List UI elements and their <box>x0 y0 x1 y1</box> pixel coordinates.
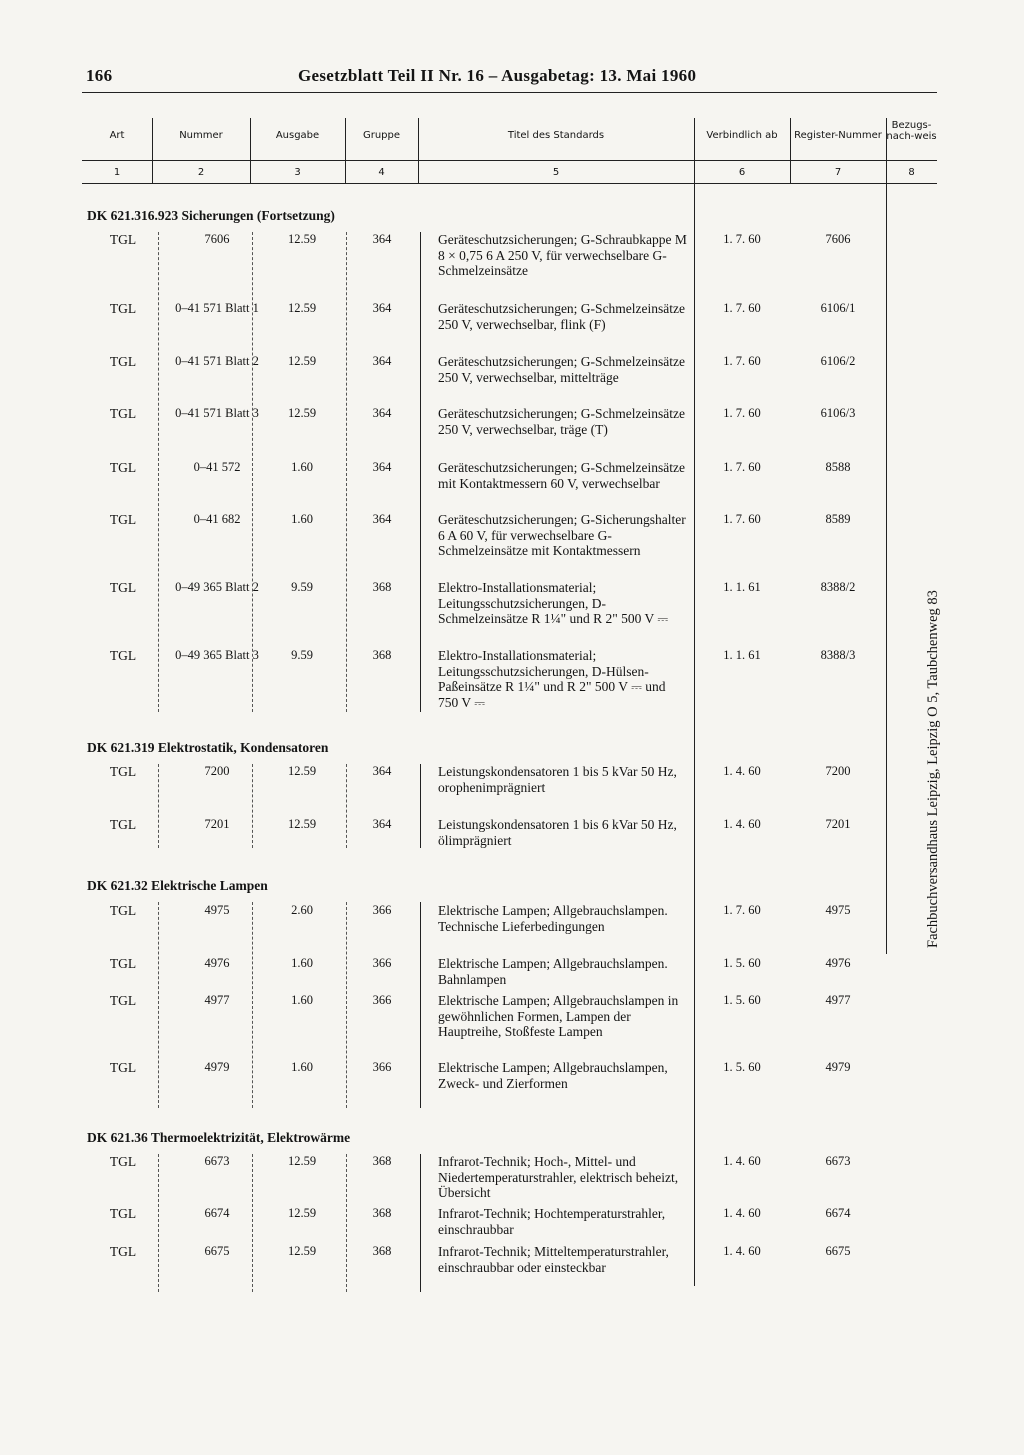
cell-nummer: 0–49 365 Blatt 3 <box>175 648 259 662</box>
column-header-3: Ausgabe <box>275 130 320 141</box>
cell-art: TGL <box>109 764 137 779</box>
cell-titel: Elektrische Lampen; Allgebrauchslampen. Technische Lieferbedingungen <box>438 903 668 934</box>
column-divider <box>886 118 887 184</box>
column-header-5: Titel des Standards <box>507 130 605 141</box>
cell-titel: Geräteschutzsicherungen; G-Schraubkappe M 8 × 0,75 6 A 250 V, für verwechselbare G-Schmelzeinsätze <box>438 232 687 278</box>
cell-nummer: 6675 <box>204 1244 230 1258</box>
cell-titel: Elektro-Installationsmaterial; Leitungsschutzsicherungen, D-Hülsen-Paßeinsätze R 1¼" und R 2" 500 V ⎓ und 750 V ⎓ <box>438 648 666 710</box>
publisher-note: Fachbuchversandhaus Leipzig, Leipzig O 5, Taubchenweg 83 <box>925 590 941 948</box>
cell-gruppe: 366 <box>372 903 392 917</box>
cell-verbindlich-ab: 1. 7. 60 <box>723 406 761 420</box>
cell-nummer: 4975 <box>204 903 230 917</box>
cell-register-nummer: 4975 <box>825 903 851 917</box>
column-head-rule <box>82 160 937 161</box>
column-divider <box>420 902 421 1108</box>
column-divider <box>420 764 421 848</box>
column-number-5: 5 <box>552 167 560 178</box>
cell-verbindlich-ab: 1. 7. 60 <box>723 301 761 315</box>
cell-art: TGL <box>109 512 137 527</box>
cell-ausgabe: 12.59 <box>287 1206 317 1220</box>
cell-titel: Elektro-Installationsmaterial; Leitungsschutzsicherungen, D-Schmelzeinsätze R 1¼" und R 2" 500 V ⎓ <box>438 580 669 626</box>
cell-titel: Geräteschutzsicherungen; G-Schmelzeinsätze mit Kontaktmessern 60 V, verwechselbar <box>438 460 686 491</box>
column-divider <box>886 184 887 954</box>
cell-verbindlich-ab: 1. 7. 60 <box>723 512 761 526</box>
cell-verbindlich-ab: 1. 5. 60 <box>723 1060 761 1074</box>
cell-art: TGL <box>109 1244 137 1259</box>
cell-ausgabe: 1.60 <box>291 1060 313 1074</box>
cell-nummer: 6674 <box>204 1206 230 1220</box>
cell-art: TGL <box>109 1060 137 1075</box>
cell-verbindlich-ab: 1. 4. 60 <box>723 817 761 831</box>
cell-gruppe: 364 <box>372 817 392 831</box>
cell-nummer: 4979 <box>204 1060 230 1074</box>
cell-ausgabe: 9.59 <box>291 648 313 662</box>
column-number-8: 8 <box>908 167 915 178</box>
cell-gruppe: 364 <box>372 406 392 420</box>
cell-gruppe: 368 <box>372 1244 392 1258</box>
cell-gruppe: 364 <box>372 460 392 474</box>
column-number-rule <box>82 183 937 184</box>
cell-titel: Geräteschutzsicherungen; G-Schmelzeinsätze 250 V, verwechselbar, mittelträge <box>438 354 686 385</box>
column-divider <box>152 118 153 184</box>
cell-register-nummer: 7201 <box>825 817 851 831</box>
cell-art: TGL <box>109 1154 137 1169</box>
cell-gruppe: 364 <box>372 354 392 368</box>
column-divider <box>790 118 791 184</box>
cell-register-nummer: 6106/2 <box>820 354 856 368</box>
cell-register-nummer: 8388/2 <box>820 580 856 594</box>
cell-verbindlich-ab: 1. 4. 60 <box>723 764 761 778</box>
cell-gruppe: 364 <box>372 512 392 526</box>
cell-verbindlich-ab: 1. 4. 60 <box>723 1154 761 1168</box>
cell-register-nummer: 6674 <box>825 1206 851 1220</box>
column-header-1: Art <box>109 130 125 141</box>
cell-verbindlich-ab: 1. 5. 60 <box>723 956 761 970</box>
cell-verbindlich-ab: 1. 1. 61 <box>723 648 761 662</box>
cell-register-nummer: 7200 <box>825 764 851 778</box>
section-heading: DK 621.316.923 Sicherungen (Fortsetzung) <box>87 208 335 223</box>
cell-nummer: 0–41 572 <box>193 460 241 474</box>
column-number-4: 4 <box>378 167 385 178</box>
cell-ausgabe: 2.60 <box>291 903 313 917</box>
column-number-7: 7 <box>834 167 842 178</box>
cell-gruppe: 366 <box>372 1060 392 1074</box>
column-divider <box>694 118 695 184</box>
column-divider <box>420 232 421 712</box>
page-number: 166 <box>86 66 113 85</box>
cell-verbindlich-ab: 1. 7. 60 <box>723 232 761 246</box>
page-title: Gesetzblatt Teil II Nr. 16 – Ausgabetag: 13. Mai 1960 <box>298 66 697 85</box>
cell-art: TGL <box>109 903 137 918</box>
header-rule <box>82 92 937 93</box>
cell-titel: Leistungskondensatoren 1 bis 5 kVar 50 Hz, orophenimprägniert <box>438 764 677 795</box>
column-number-3: 3 <box>294 167 301 178</box>
cell-titel: Infrarot-Technik; Hochtemperaturstrahler, einschraubbar <box>438 1206 666 1237</box>
cell-art: TGL <box>109 406 137 421</box>
cell-nummer: 7201 <box>204 817 230 831</box>
cell-ausgabe: 12.59 <box>287 301 317 315</box>
cell-ausgabe: 1.60 <box>291 956 313 970</box>
cell-register-nummer: 4977 <box>825 993 851 1007</box>
cell-art: TGL <box>109 956 137 971</box>
cell-gruppe: 368 <box>372 648 392 662</box>
cell-ausgabe: 12.59 <box>287 1244 317 1258</box>
cell-art: TGL <box>109 301 137 316</box>
cell-titel: Infrarot-Technik; Mitteltemperaturstrahler, einschraubbar oder einsteckbar <box>438 1244 669 1275</box>
column-divider <box>694 184 695 1286</box>
cell-register-nummer: 6675 <box>825 1244 851 1258</box>
cell-verbindlich-ab: 1. 5. 60 <box>723 993 761 1007</box>
cell-titel: Geräteschutzsicherungen; G-Sicherungshalter 6 A 60 V, für verwechselbare G-Schmelzeinsätze mit Kontaktmessern <box>438 512 686 558</box>
section-heading: DK 621.319 Elektrostatik, Kondensatoren <box>87 740 329 755</box>
cell-ausgabe: 12.59 <box>287 1154 317 1168</box>
cell-titel: Infrarot-Technik; Hoch-, Mittel- und Niedertemperaturstrahler, elektrisch beheizt, Übersicht <box>438 1154 679 1200</box>
cell-art: TGL <box>109 460 137 475</box>
cell-register-nummer: 6673 <box>825 1154 851 1168</box>
column-divider <box>252 1154 253 1292</box>
cell-nummer: 6673 <box>204 1154 230 1168</box>
column-divider <box>346 232 347 712</box>
cell-titel: Leistungskondensatoren 1 bis 6 kVar 50 Hz, ölimprägniert <box>438 817 677 848</box>
column-divider <box>158 1154 159 1292</box>
cell-nummer: 4976 <box>204 956 230 970</box>
cell-nummer: 0–41 571 Blatt 2 <box>175 354 259 368</box>
cell-verbindlich-ab: 1. 4. 60 <box>723 1244 761 1258</box>
cell-gruppe: 368 <box>372 1154 392 1168</box>
cell-art: TGL <box>109 232 137 247</box>
cell-gruppe: 364 <box>372 764 392 778</box>
column-number-1: 1 <box>113 167 121 178</box>
column-divider <box>158 902 159 1108</box>
cell-nummer: 0–41 682 <box>193 512 241 526</box>
cell-verbindlich-ab: 1. 4. 60 <box>723 1206 761 1220</box>
cell-gruppe: 364 <box>372 301 392 315</box>
cell-gruppe: 368 <box>372 580 392 594</box>
column-divider <box>345 118 346 184</box>
column-header-7: Register-​Nummer <box>794 130 882 141</box>
cell-titel: Elektrische Lampen; Allgebrauchslampen, Zweck- und Zierformen <box>438 1060 668 1091</box>
cell-nummer: 7606 <box>204 232 230 246</box>
column-header-8: Bezugs-​nach-​weis <box>886 120 937 142</box>
column-divider <box>158 232 159 712</box>
column-number-2: 2 <box>197 167 205 178</box>
column-divider <box>158 764 159 848</box>
cell-register-nummer: 8589 <box>825 512 851 526</box>
column-divider <box>420 1154 421 1292</box>
cell-art: TGL <box>109 1206 137 1221</box>
cell-ausgabe: 12.59 <box>287 764 317 778</box>
cell-nummer: 0–41 571 Blatt 1 <box>175 301 259 315</box>
cell-nummer: 0–41 571 Blatt 3 <box>175 406 259 420</box>
cell-gruppe: 368 <box>372 1206 392 1220</box>
cell-art: TGL <box>109 993 137 1008</box>
cell-art: TGL <box>109 580 137 595</box>
cell-ausgabe: 12.59 <box>287 232 317 246</box>
cell-nummer: 0–49 365 Blatt 2 <box>175 580 259 594</box>
cell-gruppe: 366 <box>372 956 392 970</box>
column-number-6: 6 <box>738 167 746 178</box>
cell-nummer: 4977 <box>204 993 230 1007</box>
cell-verbindlich-ab: 1. 1. 61 <box>723 580 761 594</box>
cell-register-nummer: 4976 <box>825 956 851 970</box>
column-divider <box>418 118 419 184</box>
column-header-6: Verbindlich ab <box>706 130 778 141</box>
cell-verbindlich-ab: 1. 7. 60 <box>723 460 761 474</box>
cell-verbindlich-ab: 1. 7. 60 <box>723 903 761 917</box>
cell-titel: Geräteschutzsicherungen; G-Schmelzeinsätze 250 V, verwechselbar, flink (F) <box>438 301 686 332</box>
cell-nummer: 7200 <box>204 764 230 778</box>
cell-gruppe: 364 <box>372 232 392 246</box>
cell-verbindlich-ab: 1. 7. 60 <box>723 354 761 368</box>
cell-titel: Elektrische Lampen; Allgebrauchslampen. Bahnlampen <box>438 956 668 987</box>
cell-ausgabe: 1.60 <box>291 460 313 474</box>
cell-register-nummer: 7606 <box>825 232 851 246</box>
column-divider <box>346 1154 347 1292</box>
cell-register-nummer: 8388/3 <box>820 648 856 662</box>
cell-ausgabe: 12.59 <box>287 817 317 831</box>
cell-ausgabe: 12.59 <box>287 406 317 420</box>
column-divider <box>346 764 347 848</box>
cell-gruppe: 366 <box>372 993 392 1007</box>
cell-titel: Elektrische Lampen; Allgebrauchslampen in gewöhnlichen Formen, Lampen der Hauptreihe, Stoßfeste Lampen <box>438 993 679 1039</box>
cell-titel: Geräteschutzsicherungen; G-Schmelzeinsätze 250 V, verwechselbar, träge (T) <box>438 406 686 437</box>
cell-register-nummer: 6106/3 <box>820 406 856 420</box>
cell-art: TGL <box>109 354 137 369</box>
cell-art: TGL <box>109 648 137 663</box>
cell-register-nummer: 4979 <box>825 1060 851 1074</box>
column-header-2: Nummer <box>179 130 223 141</box>
cell-register-nummer: 8588 <box>825 460 851 474</box>
section-heading: DK 621.32 Elektrische Lampen <box>87 878 268 893</box>
section-heading: DK 621.36 Thermoelektrizität, Elektrowärme <box>87 1130 351 1145</box>
cell-ausgabe: 1.60 <box>291 512 313 526</box>
cell-ausgabe: 1.60 <box>291 993 313 1007</box>
cell-register-nummer: 6106/1 <box>820 301 856 315</box>
cell-ausgabe: 12.59 <box>287 354 317 368</box>
cell-ausgabe: 9.59 <box>291 580 313 594</box>
cell-art: TGL <box>109 817 137 832</box>
column-divider <box>346 902 347 1108</box>
column-divider <box>250 118 251 184</box>
column-header-4: Gruppe <box>362 130 401 141</box>
